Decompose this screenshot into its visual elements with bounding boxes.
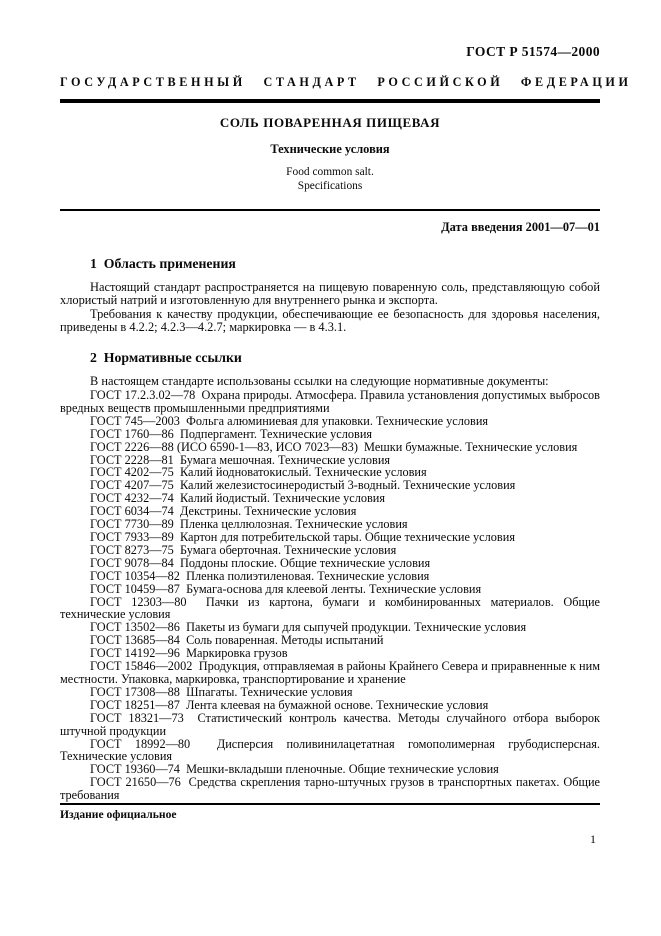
- reference-item: ГОСТ 17308—88 Шпагаты. Технические условия: [90, 684, 353, 699]
- divider-footer: [60, 803, 600, 805]
- doc-title-ru: СОЛЬ ПОВАРЕННАЯ ПИЩЕВАЯ: [219, 115, 441, 130]
- introduction-date: Дата введения 2001—07—01: [441, 220, 600, 234]
- reference-item: ГОСТ 13502—86 Пакеты из бумаги для сыпучей продукции. Технические условия: [90, 620, 527, 635]
- reference-item: ГОСТ 15846—2002 Продукция, отправляемая в районы Крайнего Севера и приравненные к ним местности. Упаковка, маркировка, транспортирование и хранение: [60, 659, 600, 686]
- page-footer: [60, 803, 600, 846]
- reference-item: ГОСТ 21650—76 Средства скрепления тарно-штучных грузов в транспортных пакетах. Общие требования: [60, 775, 600, 803]
- section-1-paragraph: Настоящий стандарт распространяется на пищевую поваренную соль, представляющую собой хлористый натрий и изготовленную для внутреннего рынка и экспорта.: [60, 280, 600, 308]
- doc-subtitle-ru: Технические условия: [270, 142, 390, 156]
- reference-item: ГОСТ 13685—84 Соль поваренная. Методы испытаний: [90, 633, 384, 648]
- doc-title-en: Food common salt.: [286, 166, 374, 178]
- references-list: [60, 389, 600, 802]
- reference-item: ГОСТ 10354—82 Пленка полиэтиленовая. Технические условия: [90, 568, 430, 583]
- reference-item: ГОСТ 8273—75 Бумага оберточная. Технические условия: [90, 542, 397, 557]
- reference-item: ГОСТ 4207—75 Калий железистосинеродистый 3-водный. Технические условия: [90, 478, 516, 493]
- reference-item: ГОСТ 1760—86 Подпергамент. Технические условия: [90, 426, 373, 441]
- reference-item: ГОСТ 18992—80 Дисперсия поливинилацетатная гомополимерная грубодисперсная. Технические условия: [60, 736, 600, 764]
- reference-item: ГОСТ 7730—89 Пленка целлюлозная. Технические условия: [90, 517, 408, 532]
- doc-code: ГОСТ Р 51574—2000: [466, 44, 600, 59]
- reference-item: ГОСТ 9078—84 Поддоны плоские. Общие технические условия: [90, 555, 431, 570]
- section-2-heading: 2 Нормативные ссылки: [90, 349, 242, 365]
- reference-item: ГОСТ 4202—75 Калий йодноватокислый. Технические условия: [90, 465, 427, 480]
- official-edition-note: Издание официальное: [60, 808, 177, 821]
- section-1-heading: 1 Область применения: [90, 256, 236, 271]
- federation-header: ГОСУДАРСТВЕННЫЙ СТАНДАРТ РОССИЙСКОЙ ФЕДЕРАЦИИ: [60, 75, 632, 89]
- page-number: 1: [590, 832, 596, 846]
- reference-item: ГОСТ 6034—74 Декстрины. Технические условия: [90, 504, 357, 519]
- doc-subtitle-en: Specifications: [297, 179, 363, 192]
- reference-item: ГОСТ 17.2.3.02—78 Охрана природы. Атмосфера. Правила установления допустимых выбросов вредных веществ промышленными предприятиями: [60, 388, 600, 415]
- reference-item: ГОСТ 745—2003 Фольга алюминиевая для упаковки. Технические условия: [90, 413, 489, 428]
- reference-item: ГОСТ 19360—74 Мешки-вкладыши пленочные. Общие технические условия: [90, 762, 499, 777]
- section-1-paragraph: Требования к качеству продукции, обеспечивающие ее безопасность для здоровья населения, приведены в 4.2.2; 4.2.3—4.2.7; маркировка — в 4.3.1.: [60, 306, 600, 335]
- reference-item: ГОСТ 18321—73 Статистический контроль качества. Методы случайного отбора выборок штучной продукции: [60, 710, 600, 738]
- reference-item: ГОСТ 18251—87 Лента клеевая на бумажной основе. Технические условия: [90, 697, 489, 712]
- reference-item: ГОСТ 10459—87 Бумага-основа для клеевой ленты. Технические условия: [90, 581, 482, 596]
- reference-item: ГОСТ 4232—74 Калий йодистый. Технические условия: [90, 491, 386, 506]
- divider-thin: [60, 209, 600, 211]
- section-2-intro: В настоящем стандарте использованы ссылки на следующие нормативные документы:: [90, 373, 549, 388]
- divider-thick: [60, 99, 600, 103]
- reference-item: ГОСТ 14192—96 Маркировка грузов: [90, 646, 288, 661]
- reference-item: ГОСТ 2226—88 (ИСО 6590-1—83, ИСО 7023—83) Мешки бумажные. Технические условия: [90, 439, 578, 454]
- reference-item: ГОСТ 2228—81 Бумага мешочная. Технические условия: [90, 452, 391, 467]
- reference-item: ГОСТ 7933—89 Картон для потребительской тары. Общие технические условия: [90, 530, 515, 544]
- reference-item: ГОСТ 12303—80 Пачки из картона, бумаги и комбинированных материалов. Общие технические условия: [60, 594, 600, 622]
